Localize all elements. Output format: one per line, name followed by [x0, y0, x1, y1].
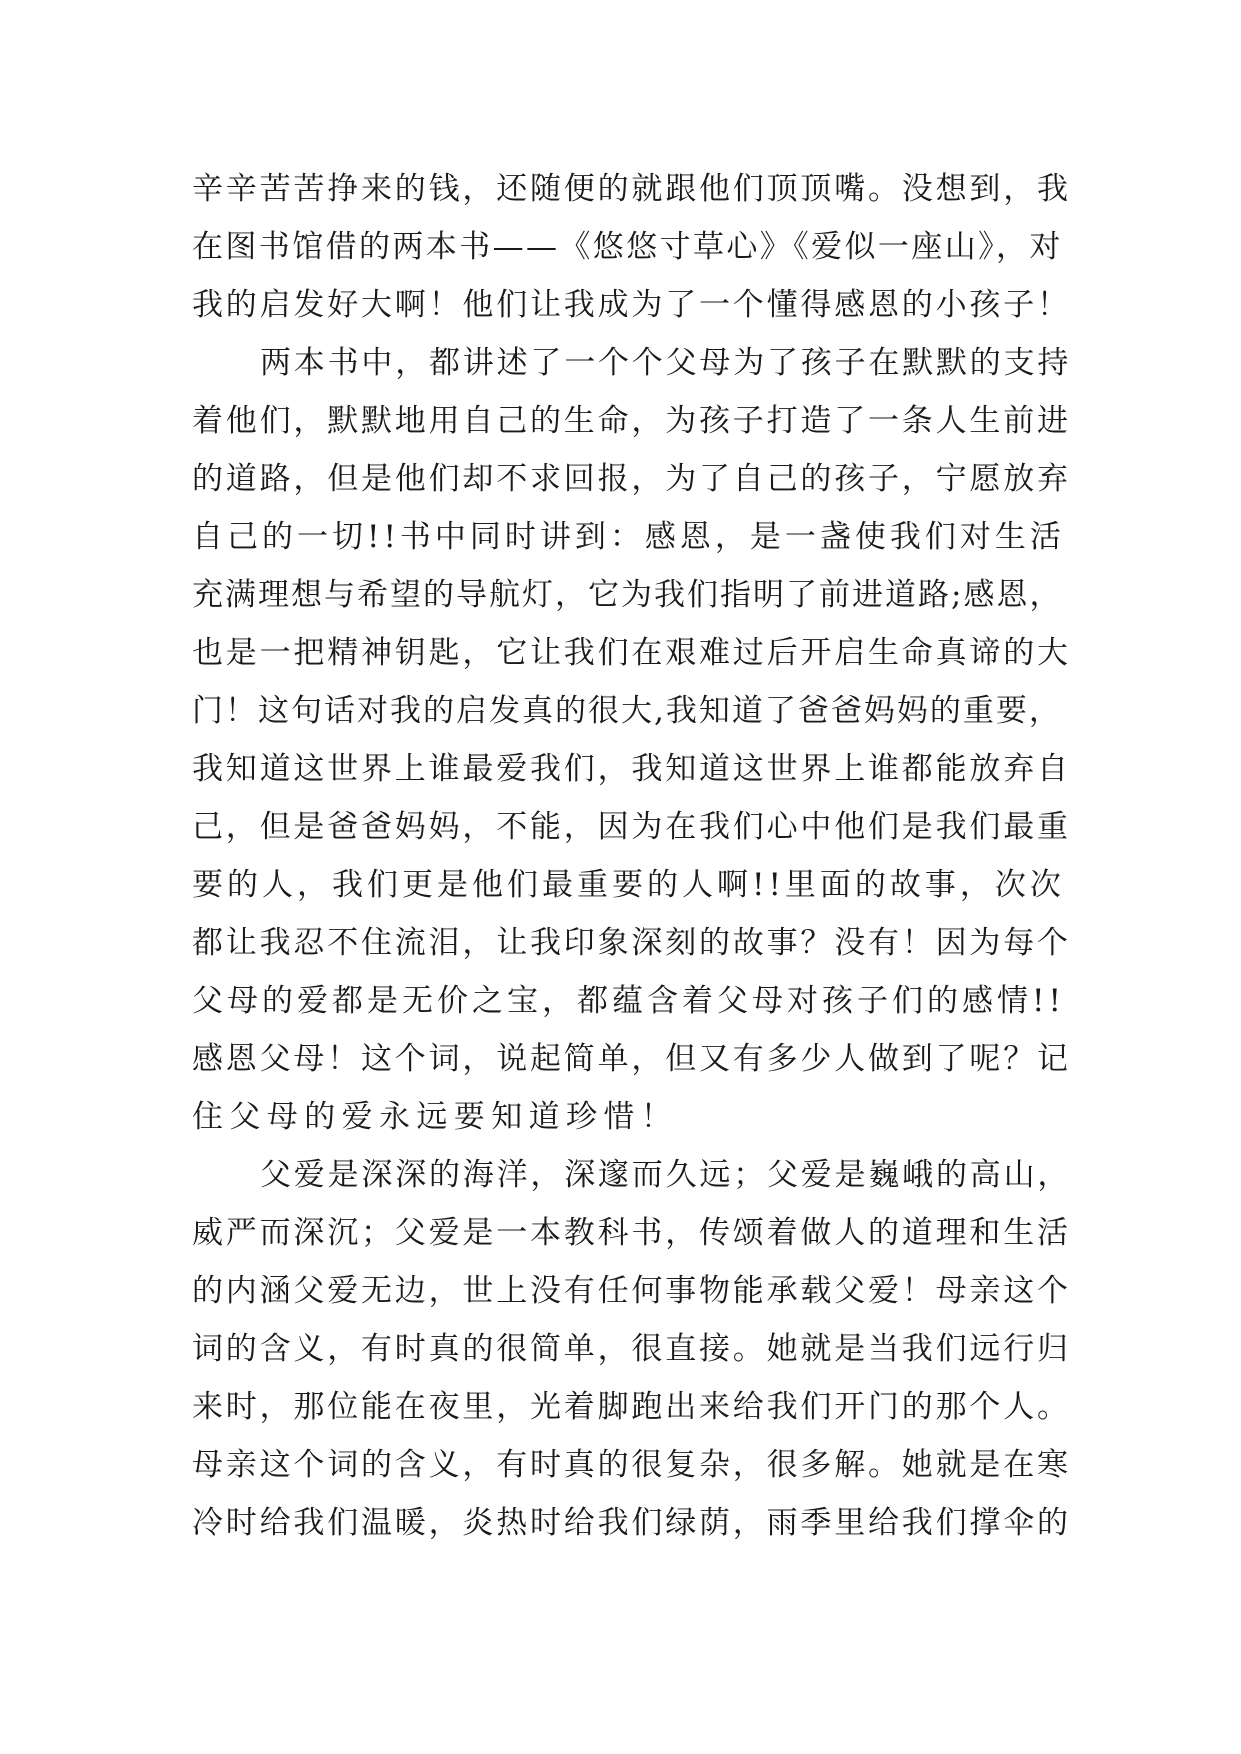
text-line: 母亲这个词的含义，有时真的很复杂，很多解。她就是在寒	[192, 1447, 1071, 1483]
paragraph-start-line: 父爱是深深的海洋，深邃而久远；父爱是巍峨的高山，	[260, 1157, 1072, 1193]
text-line: 在图书馆借的两本书——《悠悠寸草心》《爱似一座山》，对	[192, 229, 1063, 265]
text-line: 着他们，默默地用自己的生命，为孩子打造了一条人生前进	[192, 403, 1071, 439]
paragraph-start-line: 两本书中，都讲述了一个个父母为了孩子在默默的支持	[260, 345, 1072, 381]
text-line: 也是一把精神钥匙，它让我们在艰难过后开启生命真谛的大	[192, 635, 1071, 671]
text-line: 的内涵父爱无边，世上没有任何事物能承载父爱！母亲这个	[192, 1273, 1071, 1309]
text-line: 充满理想与希望的导航灯，它为我们指明了前进道路;感恩，	[192, 577, 1063, 613]
body-text	[192, 160, 1072, 1552]
text-line: 我知道这世界上谁最爱我们，我知道这世界上谁都能放弃自	[192, 751, 1071, 787]
text-line: 父母的爱都是无价之宝，都蕴含着父母对孩子们的感情!!	[192, 983, 1065, 1019]
text-line: 门！这句话对我的启发真的很大,我知道了爸爸妈妈的重要，	[192, 693, 1062, 729]
text-line: 要的人，我们更是他们最重要的人啊!!里面的故事，次次	[192, 867, 1065, 903]
text-line: 我的启发好大啊！他们让我成为了一个懂得感恩的小孩子！	[192, 287, 1071, 323]
text-line: 威严而深沉；父爱是一本教科书，传颂着做人的道理和生活	[192, 1215, 1071, 1251]
text-line: 住父母的爱永远要知道珍惜！	[192, 1099, 679, 1135]
text-line: 来时，那位能在夜里，光着脚跑出来给我们开门的那个人。	[192, 1389, 1071, 1425]
text-line: 感恩父母！这个词，说起简单，但又有多少人做到了呢？记	[192, 1041, 1071, 1077]
text-line: 辛辛苦苦挣来的钱，还随便的就跟他们顶顶嘴。没想到，我	[192, 171, 1071, 207]
text-line: 都让我忍不住流泪，让我印象深刻的故事？没有！因为每个	[192, 925, 1071, 961]
text-line: 冷时给我们温暖，炎热时给我们绿荫，雨季里给我们撑伞的	[192, 1505, 1071, 1541]
text-line: 己，但是爸爸妈妈，不能，因为在我们心中他们是我们最重	[192, 809, 1071, 845]
text-line: 的道路，但是他们却不求回报，为了自己的孩子，宁愿放弃	[192, 461, 1071, 497]
text-line: 词的含义，有时真的很简单，很直接。她就是当我们远行归	[192, 1331, 1071, 1367]
text-line: 自己的一切!!书中同时讲到：感恩，是一盏使我们对生活	[192, 519, 1065, 555]
